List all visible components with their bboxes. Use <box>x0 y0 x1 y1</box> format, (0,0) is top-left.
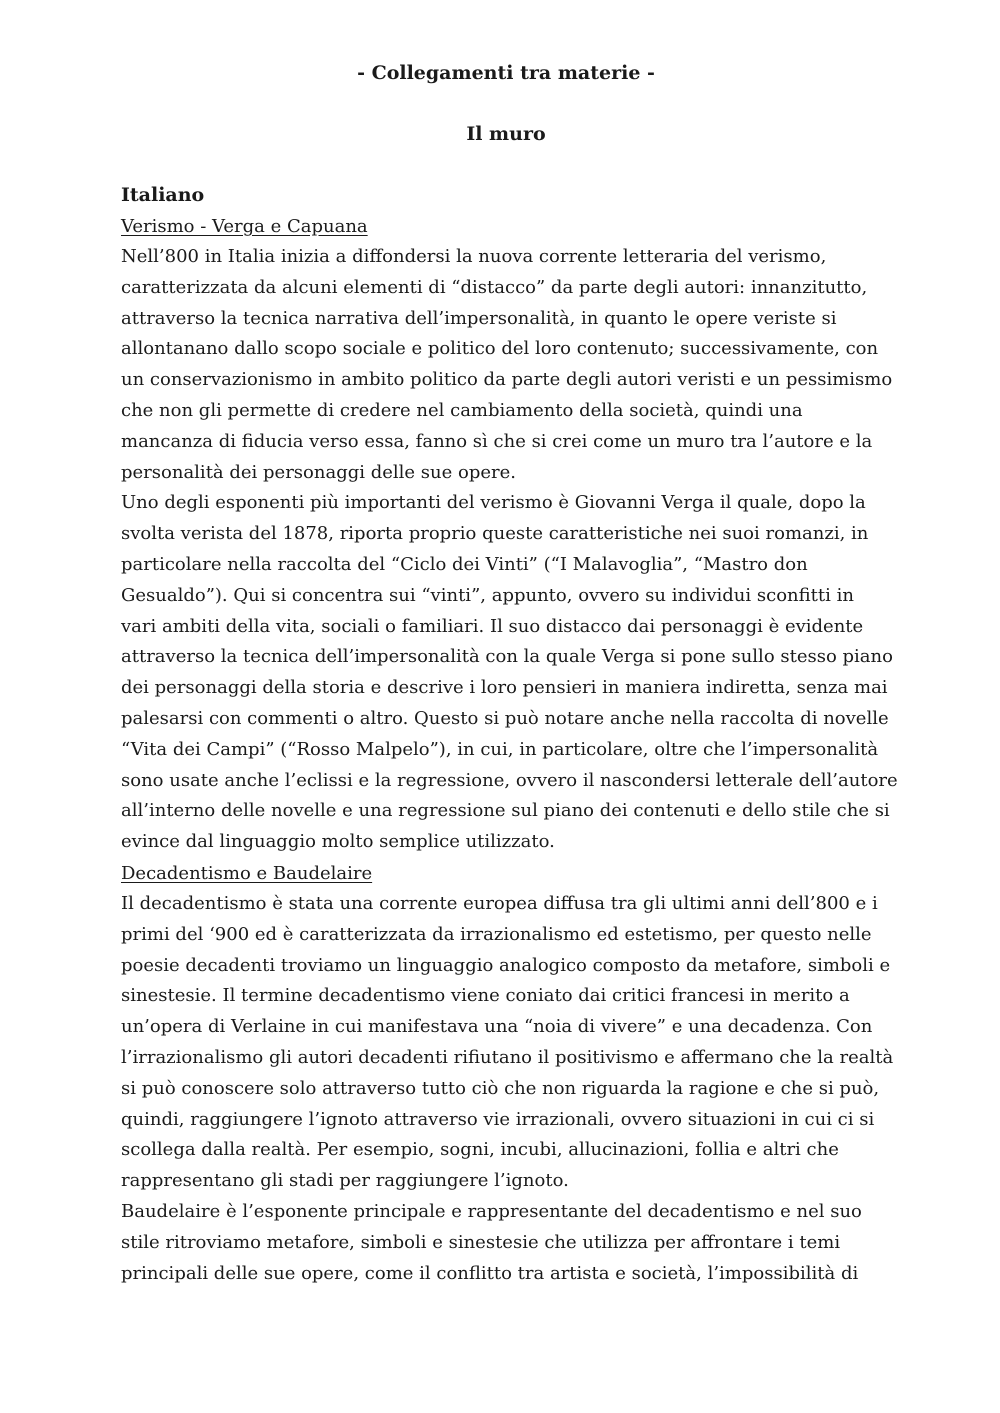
document-title: - Collegamenti tra materie - <box>357 62 655 84</box>
text-line: un’opera di Verlaine in cui manifestava una “noia di vivere” e una decadenza. Con <box>121 1016 873 1038</box>
text-line: sono usate anche l’eclissi e la regressione, ovvero il nascondersi letterale dell’autore <box>121 769 898 791</box>
text-line: Il decadentismo è stata una corrente europea diffusa tra gli ultimi anni dell’800 e i <box>121 892 878 914</box>
paragraph-baudelaire <box>121 1197 891 1289</box>
text-line: primi del ‘900 ed è caratterizzata da irrazionalismo ed estetismo, per questo nelle <box>121 923 872 945</box>
text-line: “Vita dei Campi” (“Rosso Malpelo”), in cui, in particolare, oltre che l’impersonalità <box>121 738 879 760</box>
text-line: personalità dei personaggi delle sue opere. <box>121 461 516 483</box>
document-page <box>121 58 898 1289</box>
text-line: palesarsi con commenti o altro. Questo si può notare anche nella raccolta di novelle <box>121 707 889 729</box>
text-line: Gesualdo”). Qui si concentra sui “vinti”, appunto, ovvero su individui sconfitti in <box>121 584 854 606</box>
paragraph-verga <box>121 488 898 858</box>
document-subtitle: Il muro <box>466 123 546 145</box>
text-line: vari ambiti della vita, sociali o familiari. Il suo distacco dai personaggi è evidente <box>121 615 864 637</box>
paragraph-verismo-intro <box>121 242 891 488</box>
text-line: attraverso la tecnica narrativa dell’impersonalità, in quanto le opere veriste si <box>121 307 837 329</box>
text-line: scollega dalla realtà. Per esempio, sogni, incubi, allucinazioni, follia e altri che <box>121 1139 839 1161</box>
text-line: particolare nella raccolta del “Ciclo dei Vinti” (“I Malavoglia”, “Mastro don <box>121 553 808 575</box>
section-heading-italiano: Italiano <box>121 184 205 206</box>
text-line: dei personaggi della storia e descrive i loro pensieri in maniera indiretta, senza mai <box>121 677 888 699</box>
text-line: rappresentano gli stadi per raggiungere l’ignoto. <box>121 1170 569 1192</box>
text-line: che non gli permette di credere nel cambiamento della società, quindi una <box>121 399 803 421</box>
text-line: all’interno delle novelle e una regressione sul piano dei contenuti e dello stile che si <box>121 800 890 822</box>
text-line: l’irrazionalismo gli autori decadenti rifiutano il positivismo e affermano che la realtà <box>121 1046 894 1068</box>
subheading-decadentismo: Decadentismo e Baudelaire <box>121 862 373 884</box>
text-line: principali delle sue opere, come il conflitto tra artista e società, l’impossibilità di <box>121 1262 859 1284</box>
text-line: Uno degli esponenti più importanti del verismo è Giovanni Verga il quale, dopo la <box>121 492 866 514</box>
text-line: mancanza di fiducia verso essa, fanno sì che si crei come un muro tra l’autore e la <box>121 430 873 452</box>
paragraph-decadentismo <box>121 889 894 1197</box>
text-line: sinestesie. Il termine decadentismo viene coniato dai critici francesi in merito a <box>121 985 850 1007</box>
text-line: evince dal linguaggio molto semplice utilizzato. <box>121 831 555 853</box>
text-line: si può conoscere solo attraverso tutto ciò che non riguarda la ragione e che si può, <box>121 1077 880 1099</box>
text-line: quindi, raggiungere l’ignoto attraverso vie irrazionali, ovvero situazioni in cui ci si <box>121 1108 875 1130</box>
subheading-verismo: Verismo - Verga e Capuana <box>121 216 368 237</box>
text-line: Nell’800 in Italia inizia a diffondersi la nuova corrente letteraria del verismo, <box>121 246 827 267</box>
text-line: allontanano dallo scopo sociale e politico del loro contenuto; successivamente, con <box>121 338 879 360</box>
text-line: caratterizzata da alcuni elementi di “distacco” da parte degli autori: innanzitutto, <box>121 276 868 298</box>
text-line: stile ritroviamo metafore, simboli e sinestesie che utilizza per affrontare i temi <box>121 1231 841 1253</box>
text-line: un conservazionismo in ambito politico da parte degli autori veristi e un pessimismo <box>121 369 893 391</box>
text-line: Baudelaire è l’esponente principale e rappresentante del decadentismo e nel suo <box>121 1200 862 1222</box>
text-line: svolta verista del 1878, riporta proprio queste caratteristiche nei suoi romanzi, in <box>121 523 869 545</box>
text-line: poesie decadenti troviamo un linguaggio analogico composto da metafore, simboli e <box>121 954 891 976</box>
text-line: attraverso la tecnica dell’impersonalità con la quale Verga si pone sullo stesso piano <box>121 646 893 668</box>
